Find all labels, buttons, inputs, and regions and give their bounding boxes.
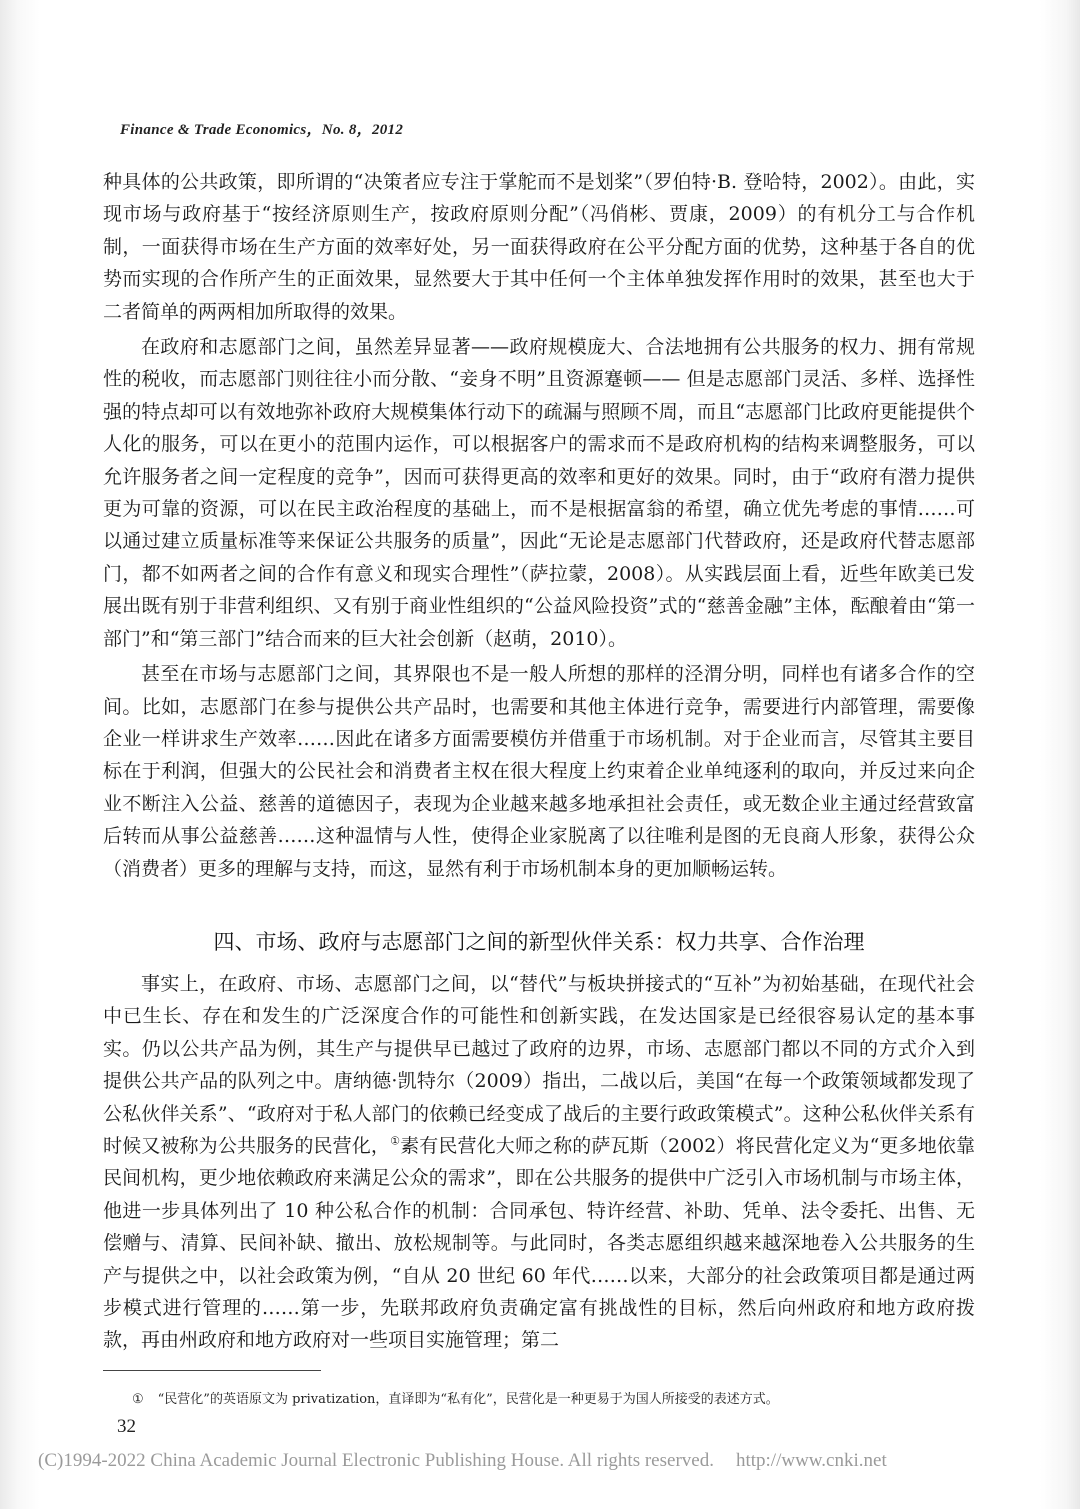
body-text-section — [103, 968, 975, 1357]
body-text-top — [103, 166, 975, 885]
cnki-link[interactable]: http://www.cnki.net — [735, 1450, 887, 1471]
footnote-marker: ① — [132, 1392, 144, 1407]
paragraph-government-voluntary: 在政府和志愿部门之间，虽然差异显著——政府规模庞大、合法地拥有公共服务的权力、拥有常规性的税收，而志愿部门则往往小而分散、“妾身不明”且资源蹇顿—— 但是志愿部门灵活、多样、选择性强的特点却可以有效地弥补政府大规模集体行动下的疏漏与照顾不周，而且“志愿部门比政府更能提供个人化的服务，可以在更小的范围内运作，可以根据客户的需求而不是政府机构的结构来调整服务，可以允许服务者之间一定程度的竞争”，因而可获得更高的效率和更好的效果。同时，由于“政府有潜力提供更为可靠的资源，可以在民主政治程度的基础上，而不是根据富翁的希望，确立优先考虑的事情……可以通过建立质量标准等来保证公共服务的质量”，因此“无论是志愿部门代替政府，还是政府代替志愿部门，都不如两者之间的合作有意义和现实合理性”（萨拉蒙，2008）。从实践层面上看，近些年欧美已发展出既有别于非营利组织、又有别于商业性组织的“公益风险投资”式的“慈善金融”主体，酝酿着由“第一部门”和“第三部门”结合而来的巨大社会创新（赵萌，2010）。 — [103, 336, 975, 650]
footnote-text: “民营化”的英语原文为 privatization，直译即为“私有化”，民营化是一种更易于为国人所接受的表述方式。 — [157, 1392, 779, 1407]
page-number: 32 — [117, 1416, 136, 1437]
paragraph-partnership-part1: 事实上，在政府、市场、志愿部门之间，以“替代”与板块拼接式的“互补”为初始基础，在现代社会中已生长、存在和发生的广泛深度合作的可能性和创新实践，在发达国家是已经很容易认定的基本事实。仍以公共产品为例，其生产与提供早已越过了政府的边界，市场、志愿部门都以不同的方式介入到提供公共产品的队列之中。唐纳德·凯特尔（2009）指出，二战以后，美国“在每一个政策领域都发现了公私伙伴关系”、“政府对于私人部门的依赖已经变成了战后的主要行政政策模式”。这种公私伙伴关系有时候又被称为公共服务的民营化， — [103, 973, 975, 1158]
paragraph-partnership — [103, 968, 975, 1357]
paragraph-continued: 种具体的公共政策，即所谓的“决策者应专注于掌舵而不是划桨”（罗伯特·B. 登哈特，2002）。由此，实现市场与政府基于“按经济原则生产，按政府原则分配”（冯俏彬、贾康，2009）的有机分工与合作机制，一面获得市场在生产方面的效率好处，另一面获得政府在公平分配方面的优势，这种基于各自的优势而实现的合作所产生的正面效果，显然要大于其中任何一个主体单独发挥作用时的效果，甚至也大于二者简单的两两相加所取得的效果。 — [103, 171, 975, 323]
running-header: Finance & Trade Economics，No. 8，2012 — [120, 122, 404, 138]
copyright-text: (C)1994-2022 China Academic Journal Electronic Publishing House. All rights reserved. — [38, 1450, 714, 1471]
footnote — [132, 1390, 972, 1410]
copyright-notice — [38, 1450, 1048, 1472]
footnote-reference[interactable]: ① — [390, 1134, 401, 1148]
footnote-divider — [103, 1370, 321, 1371]
paragraph-market-voluntary: 甚至在市场与志愿部门之间，其界限也不是一般人所想的那样的泾渭分明，同样也有诸多合作的空间。比如，志愿部门在参与提供公共产品时，也需要和其他主体进行竞争，需要进行内部管理，需要像企业一样讲求生产效率……因此在诸多方面需要模仿并借重于市场机制。对于企业而言，尽管其主要目标在于利润，但强大的公民社会和消费者主权在很大程度上约束着企业单纯逐利的取向，并反过来向企业不断注入公益、慈善的道德因子，表现为企业越来越多地承担社会责任，或无数企业主通过经营致富后转而从事公益慈善……这种温情与人性，使得企业家脱离了以往唯利是图的无良商人形象，获得公众（消费者）更多的理解与支持，而这，显然有利于市场机制本身的更加顺畅运转。 — [103, 663, 975, 880]
section-heading: 四、市场、政府与志愿部门之间的新型伙伴关系：权力共享、合作治理 — [213, 930, 865, 954]
paragraph-partnership-part2: 素有民营化大师之称的萨瓦斯（2002）将民营化定义为“更多地依靠民间机构，更少地依赖政府来满足公众的需求”，即在公共服务的提供中广泛引入市场机制与市场主体，他进一步具体列出了 10 种公私合作的机制：合同承包、特许经营、补助、凭单、法令委托、出售、无偿赠与、清算、民间补缺、撤出、放松规制等。与此同时，各类志愿组织越来越深地卷入公共服务的生产与提供之中，以社会政策为例，“自从 20 世纪 60 年代……以来，大部分的社会政策项目都是通过两步模式进行管理的……第一步，先联邦政府负责确定富有挑战性的目标，然后向州政府和地方政府拨款，再由州政府和地方政府对一些项目实施管理；第二 — [103, 1135, 975, 1352]
